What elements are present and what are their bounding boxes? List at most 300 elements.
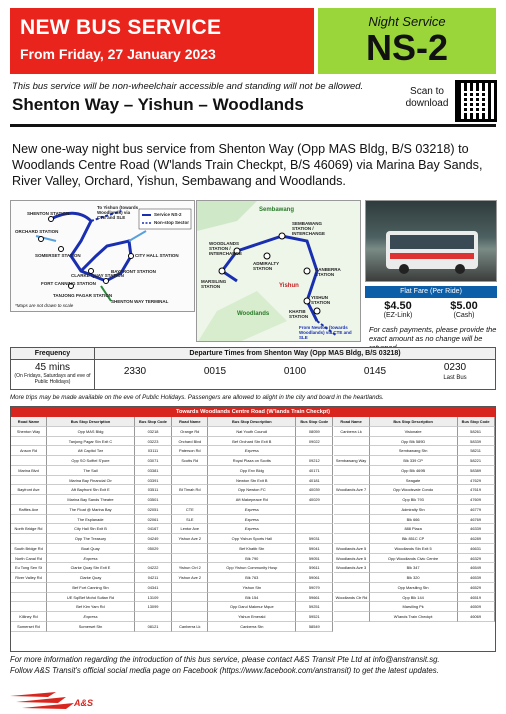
stop-description-cell: Opp The Treasury xyxy=(47,534,135,544)
road-name-cell: River Valley Rd xyxy=(11,573,47,583)
table-row xyxy=(11,554,172,564)
road-name-cell: Woodlands Ave 7 xyxy=(334,485,370,495)
footer xyxy=(10,654,496,676)
map-label: TANJONG PAGAR STATION xyxy=(53,293,113,298)
service-label: Night Service xyxy=(368,14,446,29)
road-name-cell xyxy=(334,573,370,583)
stop-code-cell xyxy=(135,554,172,564)
table-row xyxy=(11,593,172,603)
stop-code-cell: 47619 xyxy=(458,485,495,495)
road-name-cell xyxy=(11,602,47,612)
table-row xyxy=(11,622,172,632)
stop-description-cell: Blk 851C CP xyxy=(370,534,458,544)
road-name-cell xyxy=(11,515,47,525)
table-row xyxy=(11,476,172,486)
stop-code-cell xyxy=(296,505,333,515)
stop-description-cell: Blk 790 xyxy=(208,554,296,564)
stop-description-cell: Yishun Stn xyxy=(208,583,296,593)
stop-description-cell: Express xyxy=(47,554,135,564)
stop-description-cell: Nat Youth Council xyxy=(208,427,296,437)
road-name-cell: Yishun Ave 2 xyxy=(172,573,208,583)
table-row xyxy=(334,544,495,554)
frequency-sub: (On Fridays, Saturdays and eve of Public Holidays) xyxy=(14,373,91,385)
road-name-cell: North Canal Rd xyxy=(11,554,47,564)
road-name-cell xyxy=(172,495,208,505)
table-row xyxy=(334,456,495,466)
fare-header: Flat Fare (Per Ride) xyxy=(365,286,497,298)
stop-code-cell xyxy=(135,612,172,622)
table-row xyxy=(172,456,333,466)
stop-code-cell: 59251 xyxy=(296,602,333,612)
stop-code-cell: 46339 xyxy=(458,524,495,534)
stop-code-cell: 58261 xyxy=(458,427,495,437)
road-name-cell xyxy=(172,593,208,603)
table-row xyxy=(334,602,495,612)
stop-description-cell: Marsiling Pk xyxy=(370,602,458,612)
stop-description-cell: Clarke Quay Stn Exit E xyxy=(47,563,135,573)
road-name-cell: Woodlands Ave 3 xyxy=(334,563,370,573)
table-row xyxy=(11,466,172,476)
road-name-cell xyxy=(334,612,370,622)
fare-note: For cash payments, please provide the exact amount as no change will be xyxy=(369,325,497,343)
table-row xyxy=(172,573,333,583)
road-name-cell xyxy=(334,505,370,515)
stop-description-cell: Opp Newton FC xyxy=(208,485,296,495)
footer-line: Follow A&S Transit's official social media page on Facebook (https://www.facebook.com/anstransit) to get the latest updates. xyxy=(10,666,439,675)
map-label: SHENTON WAY TERMINAL xyxy=(111,299,169,304)
stop-description-cell: Blk 339 CP xyxy=(370,456,458,466)
header xyxy=(0,0,506,78)
road-name-cell: Woodlands Ctr Rd xyxy=(334,593,370,603)
table-row xyxy=(334,437,495,447)
table-row xyxy=(11,524,172,534)
table-header-row xyxy=(334,417,495,427)
map-label: WOODLANDS STATION / INTERCHANGE xyxy=(209,241,243,256)
road-name-cell: Scotts Rd xyxy=(172,456,208,466)
stop-description-cell: Somerset Stn xyxy=(47,622,135,632)
map-label: Sembawang xyxy=(259,207,295,213)
table-row xyxy=(334,573,495,583)
road-name-cell: Raffles Ave xyxy=(11,505,47,515)
road-name-cell xyxy=(172,476,208,486)
stop-description-cell: Blk 320 xyxy=(370,573,458,583)
stop-code-cell: 40181 xyxy=(296,476,333,486)
stop-code-cell: 59079 xyxy=(296,583,333,593)
road-name-cell xyxy=(334,515,370,525)
map-label: SOMERSET STATION xyxy=(35,253,81,258)
bus-photo-svg xyxy=(366,201,497,282)
table-row xyxy=(334,583,495,593)
stop-description-cell: W'lands Train Checkpt xyxy=(370,612,458,622)
stop-description-cell: Express xyxy=(208,505,296,515)
stop-code-cell xyxy=(296,515,333,525)
stop-description-cell: Visionaire xyxy=(370,427,458,437)
stop-description-cell: Opp Darul Makmur Mque xyxy=(208,602,296,612)
map-label: CLARKE QUAY STATION xyxy=(71,273,124,278)
stop-code-cell: 46069 xyxy=(458,612,495,622)
stop-description-cell: Bef Fort Canning Stn xyxy=(47,583,135,593)
road-name-cell xyxy=(334,495,370,505)
operator-logo-text: A&S xyxy=(74,698,94,708)
map-label: CANBERRA STATION xyxy=(315,267,341,277)
stop-code-cell: 46539 xyxy=(458,573,495,583)
table-header-cell: Road Name xyxy=(172,417,208,427)
stop-description-cell: The Esplanade xyxy=(47,515,135,525)
table-body xyxy=(11,417,495,651)
stop-code-cell: 05029 xyxy=(135,544,172,554)
scan-text: Scan to download xyxy=(405,86,449,109)
stop-code-cell: 47629 xyxy=(458,476,495,486)
table-row xyxy=(334,612,495,622)
stop-description-cell: Sembawang Stn xyxy=(370,446,458,456)
road-name-cell: North Bridge Rd xyxy=(11,524,47,534)
road-name-cell xyxy=(11,495,47,505)
stop-description-cell: Admiralty Stn xyxy=(370,505,458,515)
road-name-cell xyxy=(334,466,370,476)
map-label: SEMBAWANG STATION / INTERCHANGE xyxy=(292,221,326,236)
city-route-map xyxy=(10,200,195,312)
departure-cell xyxy=(95,348,495,389)
stop-description-cell: Opp Marsiling Stn xyxy=(370,583,458,593)
road-name-cell: Shenton Way xyxy=(11,427,47,437)
stop-description-cell: 888 Plaza xyxy=(370,524,458,534)
stop-code-cell: 13109 xyxy=(135,593,172,603)
accessibility-note: This bus service will be non-wheelchair accessible and standing will not be allowed. xyxy=(12,81,364,92)
stop-description-cell: Bef Khatib Stn xyxy=(208,544,296,554)
stop-description-cell: Express xyxy=(47,612,135,622)
table-row xyxy=(11,544,172,554)
road-name-cell xyxy=(334,583,370,593)
departure-time: 0230 xyxy=(443,362,467,373)
start-date: From Friday, 27 January 2023 xyxy=(20,46,216,62)
table-row xyxy=(172,612,333,622)
table-row xyxy=(172,593,333,603)
stop-description-cell: Aft Makepeace Rd xyxy=(208,495,296,505)
stop-code-cell: 13099 xyxy=(135,602,172,612)
table-row xyxy=(172,602,333,612)
table-row xyxy=(11,534,172,544)
service-number: NS-2 xyxy=(365,27,449,68)
stop-code-cell: 59031 xyxy=(296,534,333,544)
stop-code-cell: 03223 xyxy=(135,437,172,447)
stop-code-cell: 59521 xyxy=(296,612,333,622)
table-row xyxy=(11,485,172,495)
stop-code-cell: 03511 xyxy=(135,485,172,495)
road-name-cell xyxy=(334,476,370,486)
stop-description-cell: Opp Woodsvale Condo xyxy=(370,485,458,495)
table-row xyxy=(334,495,495,505)
road-name-cell xyxy=(11,593,47,603)
table-row xyxy=(11,427,172,437)
map-label: Woodlands xyxy=(237,311,270,317)
road-name-cell: Canberra Lk xyxy=(172,622,208,632)
last-bus-label: Last Bus xyxy=(443,375,467,381)
table-row xyxy=(172,622,333,632)
table-row xyxy=(334,476,495,486)
header-title-box xyxy=(10,8,314,74)
table-row xyxy=(334,554,495,564)
bus-photo xyxy=(365,200,497,282)
table-row xyxy=(11,437,172,447)
stop-description-cell: Yishun Emerald xyxy=(208,612,296,622)
stop-description-cell: City Hall Stn Exit B xyxy=(47,524,135,534)
stop-code-cell: 59611 xyxy=(296,563,333,573)
stop-code-cell: 59041 xyxy=(296,544,333,554)
map-label: BAYFRONT STATION xyxy=(111,269,156,274)
road-name-cell: South Bridge Rd xyxy=(11,544,47,554)
stop-code-cell: 09022 xyxy=(296,437,333,447)
stop-code-cell: 40029 xyxy=(296,495,333,505)
stop-description-cell: Aft Bayfront Stn Exit E xyxy=(47,485,135,495)
table-row xyxy=(172,505,333,515)
stop-description-cell: Blk 763 xyxy=(208,573,296,583)
stop-description-cell: Express xyxy=(208,524,296,534)
table-row xyxy=(172,437,333,447)
page-title: NEW BUS SERVICE xyxy=(20,16,222,39)
stop-description-cell: Bef Orchard Stn Exit B xyxy=(208,437,296,447)
stop-code-cell: 59051 xyxy=(296,554,333,564)
road-name-cell xyxy=(172,544,208,554)
stop-code-cell: 46779 xyxy=(458,505,495,515)
road-name-cell xyxy=(11,456,47,466)
footer-line: For more information regarding the introduction of this bus service, please contact A&S Transit Pte Ltd at info@anstransit.sg. xyxy=(10,655,440,664)
table-header-row xyxy=(11,417,172,427)
road-name-cell: Orange Rd xyxy=(172,427,208,437)
stop-code-cell: 58549 xyxy=(296,622,333,632)
stop-description-cell: Canberra Stn xyxy=(208,622,296,632)
fare-ezlink xyxy=(365,300,431,319)
table-row xyxy=(334,446,495,456)
stop-code-cell: 03071 xyxy=(135,456,172,466)
stop-code-cell: 04222 xyxy=(135,563,172,573)
frequency-header: Frequency xyxy=(11,348,94,360)
stop-code-cell: 09212 xyxy=(296,456,333,466)
table-row xyxy=(172,495,333,505)
stop-code-cell: 03501 xyxy=(135,495,172,505)
road-name-cell xyxy=(172,602,208,612)
map-label: ADMIRALTY STATION xyxy=(253,261,280,271)
road-name-cell: Yishun Ave 2 xyxy=(172,534,208,544)
road-name-cell: Yishun Ctrl 2 xyxy=(172,563,208,573)
stop-code-cell: 58339 xyxy=(458,437,495,447)
table-row xyxy=(11,456,172,466)
divider xyxy=(10,124,496,127)
stop-description-cell: Opp Blk 793 xyxy=(370,495,458,505)
road-name-cell xyxy=(334,437,370,447)
table-row xyxy=(334,485,495,495)
qr-code-icon[interactable] xyxy=(455,80,497,122)
map-label: SHENTON STATION xyxy=(27,211,70,216)
road-name-cell: Woodlands Ave 5 xyxy=(334,554,370,564)
table-row xyxy=(172,466,333,476)
stop-code-cell: 46631 xyxy=(458,544,495,554)
table-row xyxy=(172,554,333,564)
road-name-cell xyxy=(11,476,47,486)
stop-description-cell: Marina Bay Financial Ctr xyxy=(47,476,135,486)
map-label: From Newton (towards Woodlands) via CTE and SLE xyxy=(299,325,352,340)
road-name-cell xyxy=(172,612,208,622)
north-route-map xyxy=(196,200,361,342)
stop-code-cell: 04249 xyxy=(135,534,172,544)
legend-service: Service NS-2 xyxy=(154,212,182,217)
stop-description-cell: The Sail xyxy=(47,466,135,476)
table-row xyxy=(11,583,172,593)
table-row xyxy=(334,466,495,476)
table-row xyxy=(11,563,172,573)
fare-ezlink-label: (EZ-Link) xyxy=(383,312,413,319)
road-name-cell: Bt Timah Rd xyxy=(172,485,208,495)
table-header-cell: Road Name xyxy=(11,417,47,427)
table-row xyxy=(11,612,172,622)
map-label: CITY HALL STATION xyxy=(135,253,179,258)
map-label: KHATIB STATION xyxy=(289,309,309,319)
fare-cash xyxy=(431,300,497,319)
table-row xyxy=(334,563,495,573)
table-header-cell: Bus Stop Description xyxy=(370,417,458,427)
table-row xyxy=(172,476,333,486)
stop-code-cell: 46329 xyxy=(458,554,495,564)
map-label: YISHUN STATION xyxy=(311,295,331,305)
road-name-cell xyxy=(172,583,208,593)
stop-description-cell: Woodlands Stn Exit 5 xyxy=(370,544,458,554)
stop-code-cell: 02051 xyxy=(135,505,172,515)
service-box xyxy=(318,8,496,74)
table-row xyxy=(334,534,495,544)
table-header-cell: Bus Stop Code xyxy=(135,417,172,427)
stop-code-cell: 03391 xyxy=(135,476,172,486)
road-name-cell: Anson Rd xyxy=(11,446,47,456)
table-row xyxy=(334,505,495,515)
stop-description-cell: Opp SO Sofitel S'pore xyxy=(47,456,135,466)
road-name-cell: Sembawang Way xyxy=(334,456,370,466)
table-row xyxy=(172,524,333,534)
road-name-cell xyxy=(334,602,370,612)
table-header-cell: Road Name xyxy=(334,417,370,427)
road-name-cell xyxy=(11,534,47,544)
stop-code-cell: 08059 xyxy=(296,427,333,437)
stop-code-cell: 03111 xyxy=(135,446,172,456)
map-label: ORCHARD STATION xyxy=(15,229,59,234)
stop-code-cell: 58389 xyxy=(458,466,495,476)
stop-description-cell: Royal Plaza on Scotts xyxy=(208,456,296,466)
table-row xyxy=(172,534,333,544)
map-note: *Maps are not drawn to scale xyxy=(15,303,74,308)
stop-description-cell: Opp Yishun Sports Hall xyxy=(208,534,296,544)
stop-description-cell: Aft Capitol Twr xyxy=(47,446,135,456)
stop-description-cell: Blk 347 xyxy=(370,563,458,573)
road-name-cell: Woodlands Ave 5 xyxy=(334,544,370,554)
stop-description-cell: Newton Stn Exit B xyxy=(208,476,296,486)
stop-description-cell: Tanjong Pagar Stn Exit C xyxy=(47,437,135,447)
fare-cash-label: (Cash) xyxy=(453,312,475,319)
table-row xyxy=(172,427,333,437)
route-description: New one-way night bus service from Shenton Way (Opp MAS Bldg, B/S 03218) to Woodlands Centre Road (W'lands Train Checkpt, B/S 46069) via Marina Bay Sands, River Valley, Orchard, Yishun, Sembawang and Woodlands. xyxy=(12,142,483,188)
table-row xyxy=(334,427,495,437)
stop-description-cell: Bef Kim Yam Rd xyxy=(47,602,135,612)
road-name-cell: Marina Blvd xyxy=(11,466,47,476)
road-name-cell: SLE xyxy=(172,515,208,525)
road-name-cell: Lentor Ave xyxy=(172,524,208,534)
map-label: Yishun xyxy=(279,283,299,289)
road-name-cell: Bayfront Ave xyxy=(11,485,47,495)
stop-description-cell: UE Sq/Bef Mohd Sultan Rd xyxy=(47,593,135,603)
stop-code-cell: 02061 xyxy=(135,515,172,525)
route-title: Shenton Way – Yishun – Woodlands xyxy=(12,95,304,114)
stop-code-cell: 03381 xyxy=(135,466,172,476)
road-name-cell: Somerset Rd xyxy=(11,622,47,632)
bus-stop-table xyxy=(10,406,496,652)
stop-description-cell: Opp Yishun Community Hosp xyxy=(208,563,296,573)
table-row xyxy=(172,515,333,525)
stop-description-cell: Blk 666 xyxy=(370,515,458,525)
fare-cash-value: $5.00 xyxy=(450,300,478,312)
table-row xyxy=(11,573,172,583)
stop-description-cell: Clarke Quay xyxy=(47,573,135,583)
road-name-cell xyxy=(11,437,47,447)
fare-ezlink-value: $4.50 xyxy=(384,300,412,312)
stop-code-cell: 46769 xyxy=(458,515,495,525)
stop-code-cell: 59061 xyxy=(296,573,333,583)
stop-code-cell: 04211 xyxy=(135,573,172,583)
frequency-table xyxy=(10,347,496,390)
stop-description-cell: Opp MAS Bldg xyxy=(47,427,135,437)
stop-code-cell: 03218 xyxy=(135,427,172,437)
stop-description-cell: Opp Blk 144 xyxy=(370,593,458,603)
table-row xyxy=(334,524,495,534)
table-row xyxy=(11,495,172,505)
road-name-cell xyxy=(334,534,370,544)
stop-code-cell: 47609 xyxy=(458,495,495,505)
stop-code-cell: 46509 xyxy=(458,602,495,612)
road-name-cell: Paterson Rd xyxy=(172,446,208,456)
map-label: MARSILING STATION xyxy=(201,279,227,289)
stop-description-cell: Express xyxy=(208,446,296,456)
road-name-cell: Killiney Rd xyxy=(11,612,47,622)
stop-code-cell: 08121 xyxy=(135,622,172,632)
road-name-cell: CTE xyxy=(172,505,208,515)
road-name-cell: Eu Tong Sen St xyxy=(11,563,47,573)
stop-code-cell: 58221 xyxy=(458,456,495,466)
stop-code-cell xyxy=(296,524,333,534)
extra-trips-note: More trips may be made available on the eve of Public Holidays. Passengers are allowed to alight in the city and board in the heartlands. xyxy=(10,394,384,401)
stop-code-cell: 40039 xyxy=(296,485,333,495)
stop-description-cell: Express xyxy=(208,515,296,525)
road-name-cell xyxy=(11,583,47,593)
table-column-group xyxy=(172,417,333,651)
stop-description-cell: Opp Woodlands Civic Centre xyxy=(370,554,458,564)
table-column-group xyxy=(334,417,495,651)
stop-code-cell xyxy=(296,446,333,456)
departure-header: Departure Times from Shenton Way (Opp MAS Bldg, B/S 03218) xyxy=(95,348,495,360)
stop-code-cell: 40171 xyxy=(296,466,333,476)
table-row xyxy=(172,544,333,554)
stop-description-cell: Opp Blk 469B xyxy=(370,466,458,476)
table-header-cell: Bus Stop Description xyxy=(47,417,135,427)
frequency-value: 45 mins xyxy=(34,362,70,373)
table-header-cell: Bus Stop Description xyxy=(208,417,296,427)
stop-description-cell: Blk 154 xyxy=(208,593,296,603)
table-row xyxy=(334,515,495,525)
table-row xyxy=(334,593,495,603)
road-name-cell: Orchard Blvd xyxy=(172,437,208,447)
stop-description-cell: The Float @ Marina Bay xyxy=(47,505,135,515)
table-row xyxy=(11,505,172,515)
departure-time: 0015 xyxy=(203,366,227,377)
table-column-group xyxy=(11,417,172,651)
road-name-cell: Canberra Lk xyxy=(334,427,370,437)
table-row xyxy=(172,583,333,593)
map-label: FORT CANNING STATION xyxy=(41,281,96,286)
